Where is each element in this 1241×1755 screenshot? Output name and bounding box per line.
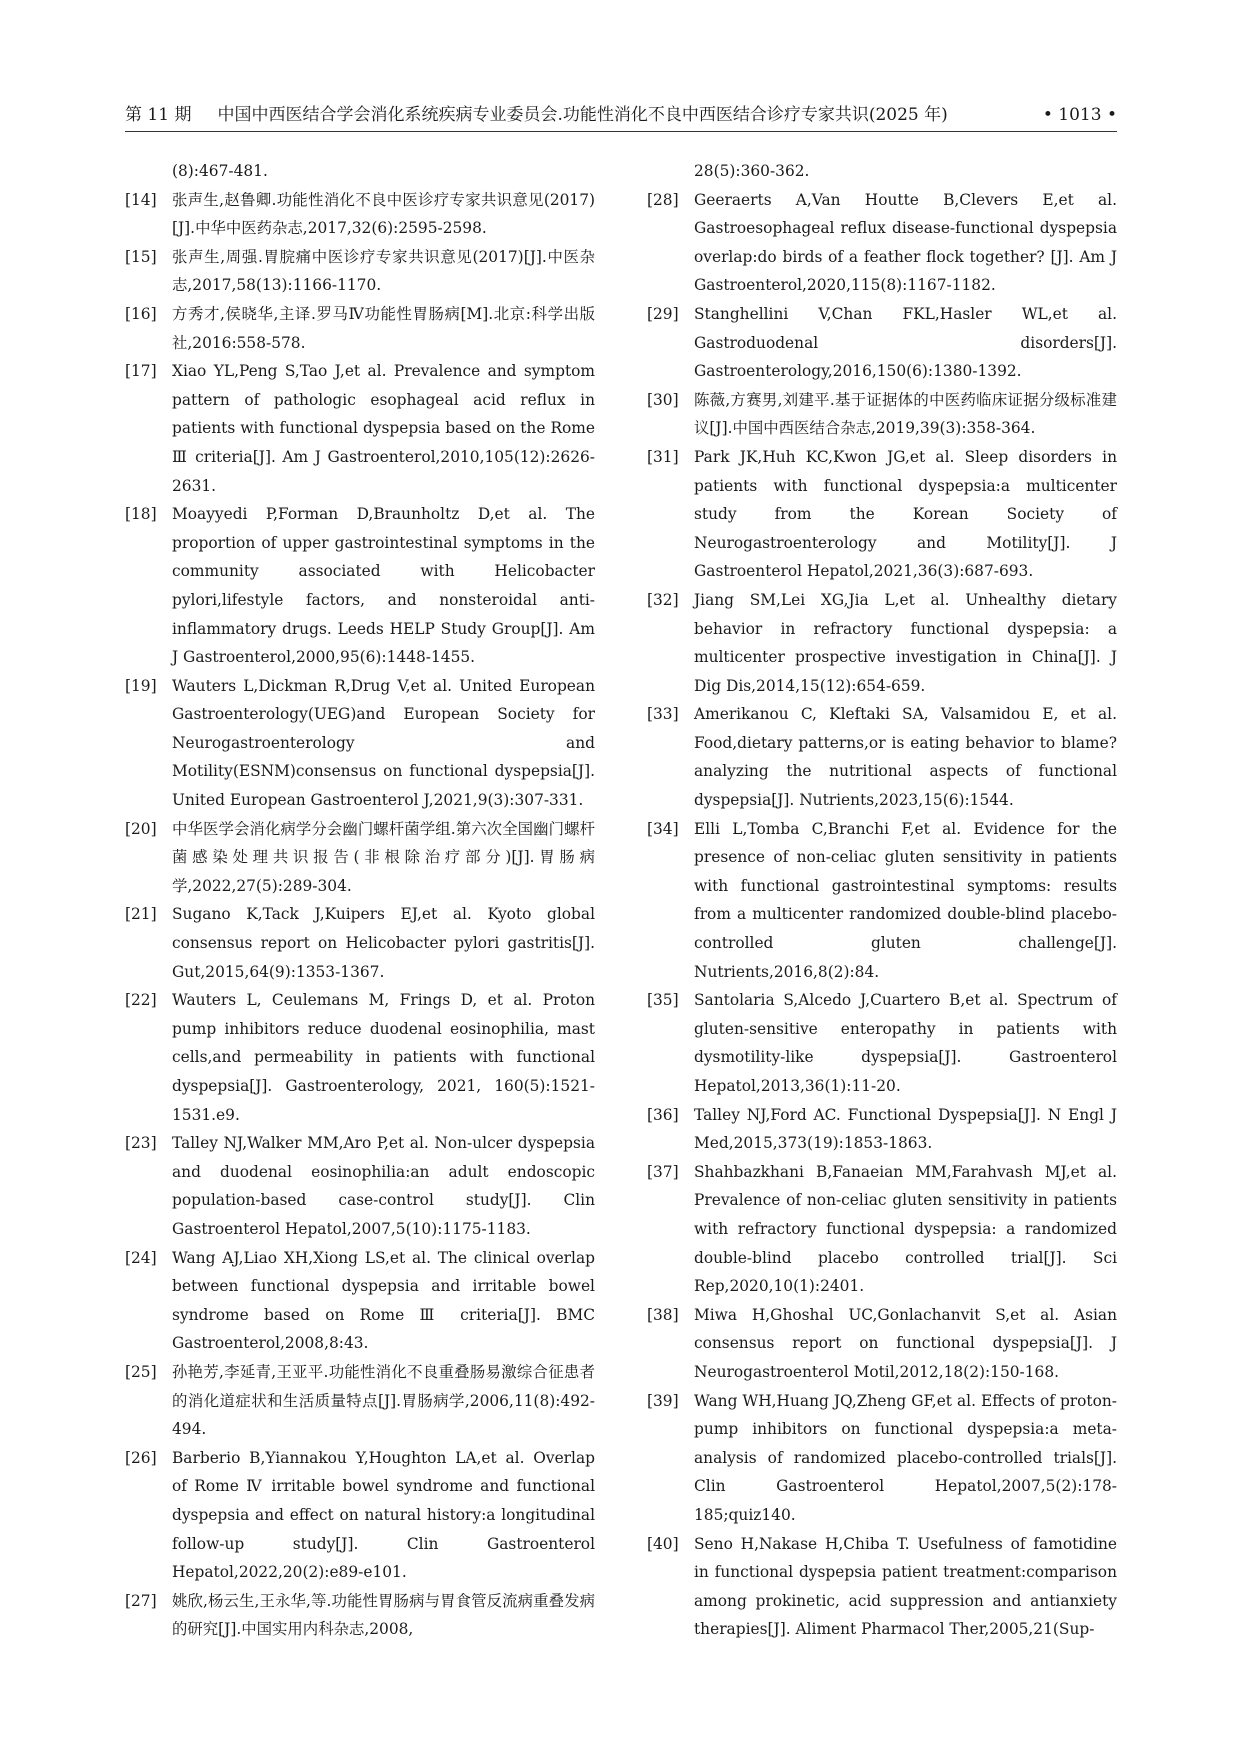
reference-text: 张声生,赵鲁卿.功能性消化不良中医诊疗专家共识意见(2017)[J].中华中医药杂志,2017,32(6):2595-2598. (172, 190, 595, 238)
issue-number: 第 11 期 (125, 105, 192, 125)
reference-item (647, 1158, 1117, 1301)
reference-item (647, 700, 1117, 814)
right-column (647, 157, 1117, 1644)
page-number: • 1013 • (1042, 105, 1117, 125)
reference-number: [36] (647, 1105, 679, 1124)
reference-text: Santolaria S,Alcedo J,Cuartero B,et al. Spectrum of gluten-sensitive enteropathy in patients with dysmotility-like dyspepsia[J]. Gastroenterol Hepatol,2013,36(1):11-20. (694, 991, 1117, 1095)
reference-text: 方秀才,侯晓华,主译.罗马Ⅳ功能性胃肠病[M].北京:科学出版社,2016:558-578. (172, 304, 595, 352)
reference-item (647, 1101, 1117, 1158)
reference-item (647, 157, 1117, 186)
reference-text: Sugano K,Tack J,Kuipers EJ,et al. Kyoto global consensus report on Helicobacter pylori gastritis[J]. Gut,2015,64(9):1353-1367. (172, 905, 595, 981)
reference-number: [33] (647, 705, 679, 724)
reference-item (125, 357, 595, 500)
reference-number: [31] (647, 447, 679, 466)
reference-number: [27] (125, 1591, 157, 1610)
reference-number: [19] (125, 676, 157, 695)
reference-number: [35] (647, 991, 679, 1010)
reference-text: Miwa H,Ghoshal UC,Gonlachanvit S,et al. Asian consensus report on functional dyspepsia[J]. J Neurogastroenterol Motil,2012,18(2):150-168. (694, 1305, 1117, 1381)
reference-text: Elli L,Tomba C,Branchi F,et al. Evidence for the presence of non-celiac gluten sensitivity in patients with functional gastrointestinal symptoms: results from a multicenter randomized double-blind placebo-controlled gluten challenge[J]. Nutrients,2016,8(2):84. (694, 819, 1117, 981)
reference-item (125, 672, 595, 815)
reference-text: Shahbazkhani B,Fanaeian MM,Farahvash MJ,et al. Prevalence of non-celiac gluten sensitivity in patients with refractory functional dyspepsia: a randomized double-blind placebo controlled trial[J]. Sci Rep,2020,10(1):2401. (694, 1162, 1117, 1296)
running-header (125, 103, 1117, 133)
reference-number: [16] (125, 304, 157, 323)
reference-item (647, 186, 1117, 300)
reference-number: [39] (647, 1391, 679, 1410)
reference-number: [30] (647, 390, 679, 409)
reference-number: [29] (647, 304, 679, 323)
running-title: 中国中西医结合学会消化系统疾病专业委员会.功能性消化不良中西医结合诊疗专家共识(2025 年) (217, 105, 948, 125)
reference-text: Amerikanou C, Kleftaki SA, Valsamidou E, et al. Food,dietary patterns,or is eating behavior to blame? analyzing the nutritional aspects of functional dyspepsia[J]. Nutrients,2023,15(6):1544. (694, 705, 1117, 810)
reference-text: 姚欣,杨云生,王永华,等.功能性胃肠病与胃食管反流病重叠发病的研究[J].中国实用内科杂志,2008, (172, 1591, 595, 1639)
reference-text: 张声生,周强.胃脘痛中医诊疗专家共识意见(2017)[J].中医杂志,2017,58(13):1166-1170. (172, 247, 595, 295)
reference-item (647, 586, 1117, 700)
reference-item (125, 186, 595, 243)
reference-number: [20] (125, 819, 157, 838)
reference-item (647, 986, 1117, 1100)
reference-item (125, 300, 595, 357)
reference-number: [24] (125, 1248, 157, 1267)
left-column (125, 157, 595, 1644)
reference-number: [26] (125, 1448, 157, 1467)
reference-text: Wang AJ,Liao XH,Xiong LS,et al. The clinical overlap between functional dyspepsia and irritable bowel syndrome based on Rome Ⅲ criteria[J]. BMC Gastroenterol,2008,8:43. (172, 1248, 595, 1353)
reference-text: 中华医学会消化病学分会幽门螺杆菌学组.第六次全国幽门螺杆菌感染处理共识报告(非根除治疗部分)[J].胃肠病学,2022,27(5):289-304. (172, 819, 595, 895)
reference-text: 陈薇,方赛男,刘建平.基于证据体的中医药临床证据分级标准建议[J].中国中西医结合杂志,2019,39(3):358-364. (694, 390, 1117, 438)
reference-item (125, 1587, 595, 1644)
reference-text: (8):467-481. (172, 162, 268, 180)
reference-number: [14] (125, 190, 157, 209)
reference-item (125, 243, 595, 300)
reference-text: Xiao YL,Peng S,Tao J,et al. Prevalence and symptom pattern of pathologic esophageal acid reflux in patients with functional dyspepsia based on the Rome Ⅲ criteria[J]. Am J Gastroenterol,2010,105(12):2626-2631. (172, 362, 595, 495)
reference-number: [37] (647, 1162, 679, 1181)
header-rule (125, 131, 1117, 132)
reference-text: Wauters L, Ceulemans M, Frings D, et al. Proton pump inhibitors reduce duodenal eosinophilia, mast cells,and permeability in patients with functional dyspepsia[J]. Gastroenterology, 2021, 160(5):1521-1531.e9. (172, 991, 595, 1124)
reference-item (125, 900, 595, 986)
reference-text: Talley NJ,Ford AC. Functional Dyspepsia[J]. N Engl J Med,2015,373(19):1853-1863. (694, 1105, 1117, 1153)
reference-number: [38] (647, 1305, 679, 1324)
reference-number: [15] (125, 247, 157, 266)
reference-item (125, 500, 595, 672)
reference-number: [34] (647, 819, 679, 838)
reference-text: Talley NJ,Walker MM,Aro P,et al. Non-ulcer dyspepsia and duodenal eosinophilia:an adult endoscopic population-based case-control study[J]. Clin Gastroenterol Hepatol,2007,5(10):1175-1183. (172, 1134, 595, 1238)
reference-number: [28] (647, 190, 679, 209)
reference-item (647, 386, 1117, 443)
reference-item (125, 986, 595, 1129)
reference-text: Moayyedi P,Forman D,Braunholtz D,et al. The proportion of upper gastrointestinal symptoms in the community associated with Helicobacter pylori,lifestyle factors, and nonsteroidal anti-inflammatory drugs. Leeds HELP Study Group[J]. Am J Gastroenterol,2000,95(6):1448-1455. (172, 505, 595, 667)
reference-text: Geeraerts A,Van Houtte B,Clevers E,et al. Gastroesophageal reflux disease-functional dyspepsia overlap:do birds of a feather flock together? [J]. Am J Gastroenterol,2020,115(8):1167-1182. (694, 190, 1117, 295)
reference-text: Seno H,Nakase H,Chiba T. Usefulness of famotidine in functional dyspepsia patient treatment:comparison among prokinetic, acid suppression and antianxiety therapies[J]. Aliment Pharmacol Ther,2005,21(Sup- (694, 1534, 1117, 1639)
reference-item (125, 1129, 595, 1243)
reference-item (125, 1444, 595, 1587)
reference-text: Stanghellini V,Chan FKL,Hasler WL,et al. Gastroduodenal disorders[J]. Gastroenterology,2016,150(6):1380-1392. (694, 304, 1117, 381)
reference-item (647, 815, 1117, 987)
reference-number: [18] (125, 505, 157, 524)
reference-number: [21] (125, 905, 157, 924)
reference-text: Park JK,Huh KC,Kwon JG,et al. Sleep disorders in patients with functional dyspepsia:a multicenter study from the Korean Society of Neurogastroenterology and Motility[J]. J Gastroenterol Hepatol,2021,36(3):687-693. (694, 447, 1117, 581)
reference-text: 28(5):360-362. (694, 162, 810, 180)
reference-item (125, 1358, 595, 1444)
reference-item (125, 157, 595, 186)
reference-item (647, 1530, 1117, 1644)
reference-number: [23] (125, 1134, 157, 1153)
reference-item (647, 443, 1117, 586)
reference-number: [40] (647, 1534, 679, 1553)
reference-item (647, 1301, 1117, 1387)
reference-item (647, 1387, 1117, 1530)
reference-text: Wauters L,Dickman R,Drug V,et al. United European Gastroenterology(UEG)and European Society for Neurogastroenterology and Motility(ESNM)consensus on functional dyspepsia[J]. United European Gastroenterol J,2021,9(3):307-331. (172, 676, 595, 810)
reference-number: [22] (125, 991, 157, 1010)
reference-number: [25] (125, 1362, 157, 1381)
reference-text: Barberio B,Yiannakou Y,Houghton LA,et al. Overlap of Rome Ⅳ irritable bowel syndrome and functional dyspepsia and effect on natural history:a longitudinal follow-up study[J]. Clin Gastroenterol Hepatol,2022,20(2):e89-e101. (172, 1448, 595, 1582)
reference-number: [17] (125, 362, 157, 381)
reference-item (125, 815, 595, 901)
reference-text: Jiang SM,Lei XG,Jia L,et al. Unhealthy dietary behavior in refractory functional dyspepsia: a multicenter prospective investigation in China[J]. J Dig Dis,2014,15(12):654-659. (694, 590, 1117, 695)
reference-text: 孙艳芳,李延青,王亚平.功能性消化不良重叠肠易激综合征患者的消化道症状和生活质量特点[J].胃肠病学,2006,11(8):492-494. (172, 1362, 595, 1439)
reference-item (647, 300, 1117, 386)
reference-number: [32] (647, 590, 679, 609)
reference-item (125, 1244, 595, 1358)
reference-text: Wang WH,Huang JQ,Zheng GF,et al. Effects of proton-pump inhibitors on functional dyspepsia:a meta-analysis of randomized placebo-controlled trials[J]. Clin Gastroenterol Hepatol,2007,5(2):178-185;quiz140. (694, 1391, 1117, 1524)
